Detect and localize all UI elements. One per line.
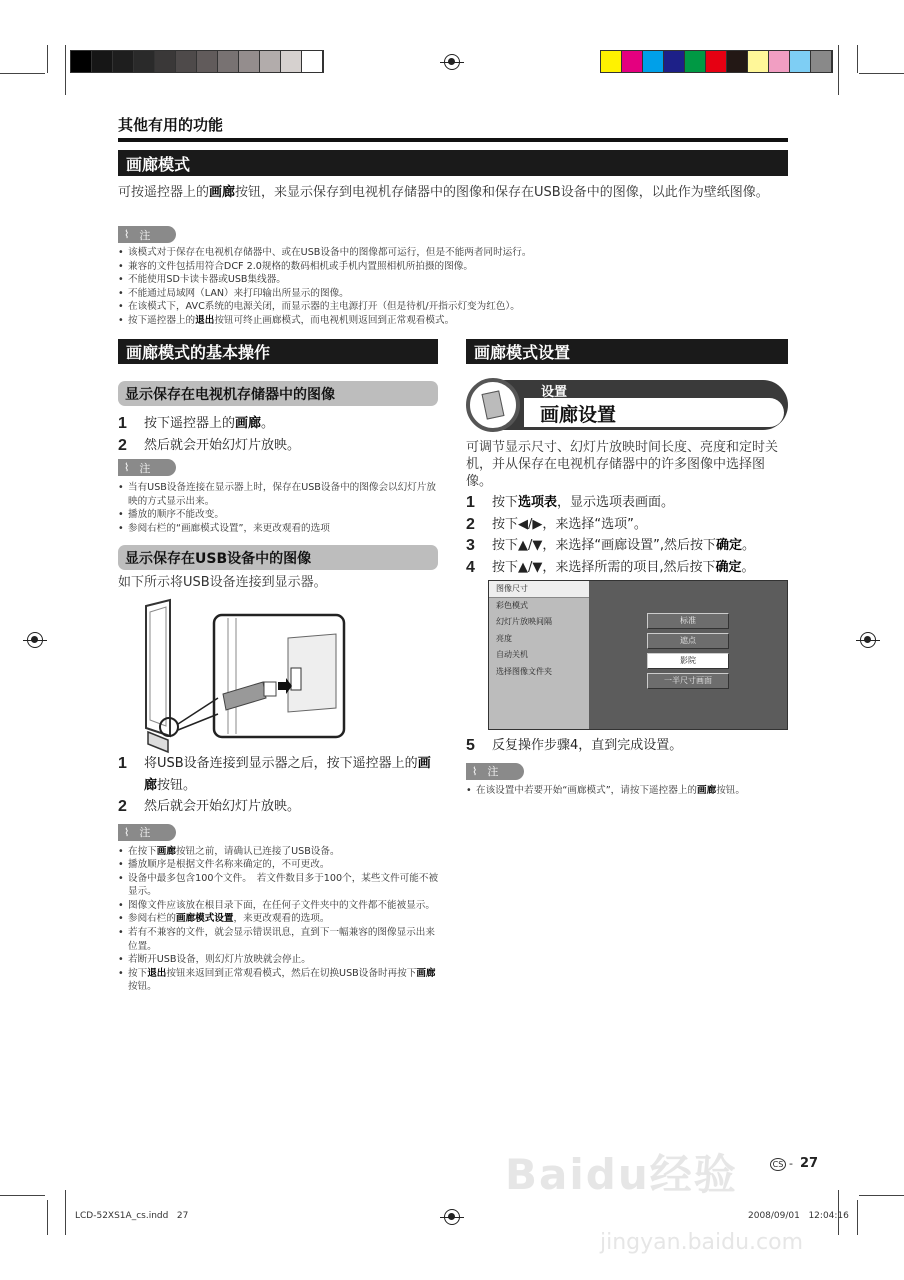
usb-steps-and-notes: [118, 753, 442, 994]
menu-item[interactable]: 幻灯片放映间隔: [496, 617, 552, 626]
intro-text: [118, 184, 790, 201]
step-text: [492, 735, 682, 757]
crop-mark: [47, 45, 48, 73]
subheading-memory: 显示保存在电视机存储器中的图像: [118, 381, 438, 406]
step-number: 1: [118, 415, 127, 432]
color-swatch: [601, 51, 622, 72]
step-text: [492, 557, 755, 579]
color-swatch: [92, 51, 113, 72]
file-name: LCD-52XS1A_cs.indd 27: [75, 1211, 189, 1221]
text-segment: 按下▲/▼，来选择“画廊设置”,然后按下: [492, 538, 716, 553]
bold-term: 退出: [195, 314, 215, 326]
step: [118, 796, 440, 818]
subheading-usb: 显示保存在USB设备中的图像: [118, 545, 438, 570]
note-item: [118, 481, 440, 508]
steps-memory: [118, 413, 438, 456]
note-item: [118, 953, 442, 967]
language-badge: CS: [770, 1158, 786, 1171]
note-item: [118, 872, 442, 899]
menu-item[interactable]: 亮度: [496, 633, 512, 643]
note-list: [118, 481, 440, 535]
note-item: [118, 899, 442, 913]
text-segment: 可按遥控器上的: [118, 185, 210, 200]
crop-mark: [857, 1200, 858, 1235]
text-segment: 按钮，来显示保存到电视机存储器中的图像和保存在USB设备中的图像，以此作为壁纸图像。: [235, 185, 769, 200]
text-segment: 播放的顺序不能改变。: [128, 509, 224, 521]
step-text: [144, 753, 440, 796]
step-number: 2: [466, 515, 475, 533]
bold-term: 画廊: [416, 967, 436, 979]
menu-option[interactable]: 一半尺寸画面: [647, 673, 729, 689]
color-swatch: [218, 51, 239, 72]
print-date: 2008/09/01 12:04:16: [748, 1211, 849, 1221]
color-swatch: [281, 51, 302, 72]
note-list: [118, 246, 790, 328]
note-label: 注: [139, 826, 151, 839]
watermark-brand: Baidu经验: [505, 1150, 738, 1199]
color-swatch: [239, 51, 260, 72]
menu-list: [489, 581, 589, 729]
crop-mark: [859, 73, 904, 74]
step: [466, 535, 796, 557]
section-title: 画廊模式: [118, 150, 788, 176]
step-text: [492, 492, 674, 514]
color-swatch: [769, 51, 790, 72]
text-segment: 参阅右栏的: [128, 913, 176, 925]
gallery-settings-menu: [488, 580, 788, 730]
registration-mark-icon: [860, 632, 876, 648]
menu-option[interactable]: 遮点: [647, 633, 729, 649]
menu-item[interactable]: 图像尺寸: [489, 581, 589, 598]
registration-mark-icon: [444, 54, 460, 70]
text-segment: 播放顺序是根据文件名称来确定的，不可更改。: [128, 859, 330, 871]
text-segment: 按下◀/▶，来选择“选项”。: [492, 516, 647, 532]
bold-term: 选项表: [518, 495, 558, 510]
note-item: [118, 967, 442, 994]
bold-term: 退出: [147, 967, 167, 979]
text-segment: 。: [742, 538, 756, 553]
separator: -: [789, 1157, 793, 1170]
text-segment: 在按下: [128, 845, 157, 857]
settings-description: 可调节显示尺寸、幻灯片放映时间长度、亮度和定时关机，并从保存在电视机存储器中的许多图像中选择图像。: [466, 440, 779, 489]
text-segment: 不能使用SD卡读卡器或USB集线器。: [128, 274, 286, 286]
note-item: [118, 858, 442, 872]
gallery-settings-title: 画廊模式设置: [466, 339, 788, 364]
text-segment: 参阅右栏的“画廊模式设置”，来更改观看的选项: [128, 522, 330, 534]
note-item: [118, 260, 790, 274]
color-swatch: [643, 51, 664, 72]
text-segment: 按下: [128, 967, 148, 979]
text-segment: 将USB设备连接到显示器之后，按下遥控器上的: [144, 756, 418, 771]
step: [118, 435, 438, 457]
crop-mark: [65, 45, 66, 95]
crop-mark: [857, 45, 858, 73]
step: [466, 557, 796, 579]
text-segment: 按钮。: [157, 777, 197, 793]
steps-usb: [118, 753, 440, 818]
note-item: [466, 784, 796, 798]
settings-banner: [466, 378, 790, 432]
paperclip-icon: ⌇: [472, 764, 478, 778]
bold-term: 确定: [715, 538, 742, 553]
step: [118, 413, 438, 435]
note-list: [118, 845, 442, 995]
registration-mark-icon: [444, 1209, 460, 1225]
text-segment: 在该模式下，AVC系统的电源关闭，而显示器的主电源打开（但是待机/开指示灯变为红色）。: [128, 301, 520, 313]
text-segment: ，来更改观看的选项。: [233, 913, 330, 925]
crop-mark: [65, 1190, 66, 1235]
menu-item[interactable]: 选择图像文件夹: [496, 666, 552, 676]
color-swatch: [685, 51, 706, 72]
step-number: 4: [466, 558, 475, 576]
text-segment: 兼容的文件包括用符合DCF 2.0规格的数码相机或手机内置照相机所拍摄的图像。: [128, 260, 473, 272]
color-swatch: [622, 51, 643, 72]
color-swatch: [727, 51, 748, 72]
usb-instruction: 如下所示将USB设备连接到显示器。: [118, 575, 327, 590]
color-swatch: [664, 51, 685, 72]
note-item: [118, 522, 440, 536]
bold-term: 确定: [715, 559, 742, 575]
step-text: [144, 413, 274, 435]
step-text: [144, 435, 300, 457]
crop-mark: [47, 1200, 48, 1235]
text-segment: 在该设置中若要开始“画廊模式”，请按下遥控器上的: [476, 784, 698, 796]
note-badge: [118, 459, 176, 476]
text-segment: 反复操作步骤4，直到完成设置。: [492, 738, 683, 753]
bold-term: 画廊: [209, 185, 236, 200]
step-number: 3: [466, 537, 475, 554]
cmyk-color-bar: [600, 50, 833, 73]
color-swatch: [302, 51, 323, 72]
text-segment: ，显示选项表画面。: [557, 495, 675, 510]
text-segment: 按下遥控器上的: [128, 314, 196, 326]
text-segment: 按钮。: [716, 784, 745, 796]
note-item: [118, 273, 790, 287]
text-segment: 设备中最多包含100个文件。 若文件数目多于100个，某些文件可能不被显示。: [128, 872, 439, 898]
bold-term: 画廊: [144, 756, 431, 793]
color-swatch: [134, 51, 155, 72]
crop-mark: [0, 73, 45, 74]
crop-mark: [838, 45, 839, 95]
note-label: 注: [139, 461, 151, 475]
text-segment: 按钮之前，请确认已连接了USB设备。: [175, 845, 340, 857]
note-item: [118, 314, 790, 328]
settings-step5: [466, 735, 796, 757]
step: [466, 492, 796, 514]
note-item: [118, 300, 790, 314]
basic-operation-title: 画廊模式的基本操作: [118, 339, 438, 364]
note-label: 注: [487, 765, 499, 778]
chapter-title: 其他有用的功能: [118, 116, 224, 134]
paperclip-icon: ⌇: [124, 825, 130, 839]
step-number: 1: [466, 494, 475, 511]
color-swatch: [706, 51, 727, 72]
registration-mark-icon: [27, 632, 43, 648]
settings-steps: [466, 492, 796, 578]
bold-term: 画廊: [697, 784, 717, 796]
color-swatch: [790, 51, 811, 72]
bold-term: 画廊模式设置: [175, 913, 234, 925]
step-number: 2: [118, 798, 127, 815]
text-segment: 然后就会开始幻灯片放映。: [144, 799, 301, 814]
settings-final-step-and-notes: [466, 735, 796, 797]
usb-connection-illustration: [138, 598, 350, 754]
clipboard-icon: [466, 378, 520, 432]
bold-term: 画廊: [156, 845, 176, 857]
color-swatch: [748, 51, 769, 72]
bold-term: 画廊: [235, 416, 262, 431]
step: [466, 735, 796, 757]
color-swatch: [176, 51, 197, 72]
crop-mark: [0, 1195, 45, 1196]
banner-title: 画廊设置: [540, 404, 617, 426]
note-badge: [118, 226, 176, 243]
step-text: [144, 796, 300, 818]
step-number: 2: [118, 436, 127, 454]
text-segment: 不能通过局域网（LAN）来打印输出所显示的图像。: [128, 287, 349, 299]
menu-item[interactable]: 彩色模式: [496, 600, 528, 610]
note-item: [118, 845, 442, 859]
note-item: [118, 926, 442, 953]
step-number: 1: [118, 755, 127, 772]
text-segment: 按钮可终止画廊模式，而电视机则返回到正常观看模式。: [214, 314, 455, 326]
color-swatch: [155, 51, 176, 72]
step: [118, 753, 440, 796]
text-segment: 按钮。: [128, 981, 157, 993]
paperclip-icon: ⌇: [124, 461, 130, 474]
step-number: 5: [466, 737, 475, 754]
note-badge: [118, 824, 176, 841]
note-badge: [466, 763, 524, 780]
banner-category: 设置: [541, 385, 568, 400]
text-segment: 图像文件应该放在根目录下面，在任何子文件夹中的文件都不能被显示。: [128, 899, 435, 911]
color-swatch: [260, 51, 281, 72]
text-segment: 按下: [492, 495, 519, 510]
paperclip-icon: ⌇: [124, 228, 130, 241]
step-text: [492, 514, 647, 536]
text-segment: 然后就会开始幻灯片放映。: [144, 437, 301, 453]
text-segment: 按下▲/▼，来选择所需的项目,然后按下: [492, 559, 716, 575]
note-label: 注: [139, 228, 151, 242]
note-item: [118, 287, 790, 301]
text-segment: 按钮来返回到正常观看模式，然后在切换USB设备时再按下: [166, 967, 417, 979]
text-segment: 该模式对于保存在电视机存储器中、或在USB设备中的图像都可运行，但是不能两者同时运行。: [128, 247, 532, 258]
menu-option[interactable]: 标准: [647, 613, 729, 629]
grayscale-color-bar: [70, 50, 324, 73]
menu-item[interactable]: 自动关机: [496, 650, 528, 659]
color-swatch: [71, 51, 92, 72]
text-segment: 若断开USB设备，则幻灯片放映就会停止。: [128, 954, 311, 966]
step-text: [492, 535, 755, 557]
text-segment: 当有USB设备连接在显示器上时，保存在USB设备中的图像会以幻灯片放映的方式显示出来。: [128, 482, 437, 507]
note-item: [118, 912, 442, 926]
color-swatch: [811, 51, 832, 72]
watermark-url: jingyan.baidu.com: [600, 1230, 804, 1255]
note-item: [118, 508, 440, 522]
text-segment: 按下遥控器上的: [144, 416, 236, 431]
text-segment: 。: [261, 416, 275, 431]
text-segment: 。: [741, 559, 755, 575]
note-item: [118, 246, 790, 260]
page-number: 27: [800, 1156, 819, 1171]
color-swatch: [197, 51, 218, 72]
crop-mark: [859, 1195, 904, 1196]
note-list: [466, 784, 796, 798]
divider: [118, 138, 788, 142]
color-swatch: [113, 51, 134, 72]
menu-option[interactable]: 影院: [647, 653, 729, 669]
text-segment: 若有不兼容的文件，就会显示错误讯息，直到下一幅兼容的图像显示出来位置。: [128, 927, 435, 952]
step: [466, 514, 796, 536]
